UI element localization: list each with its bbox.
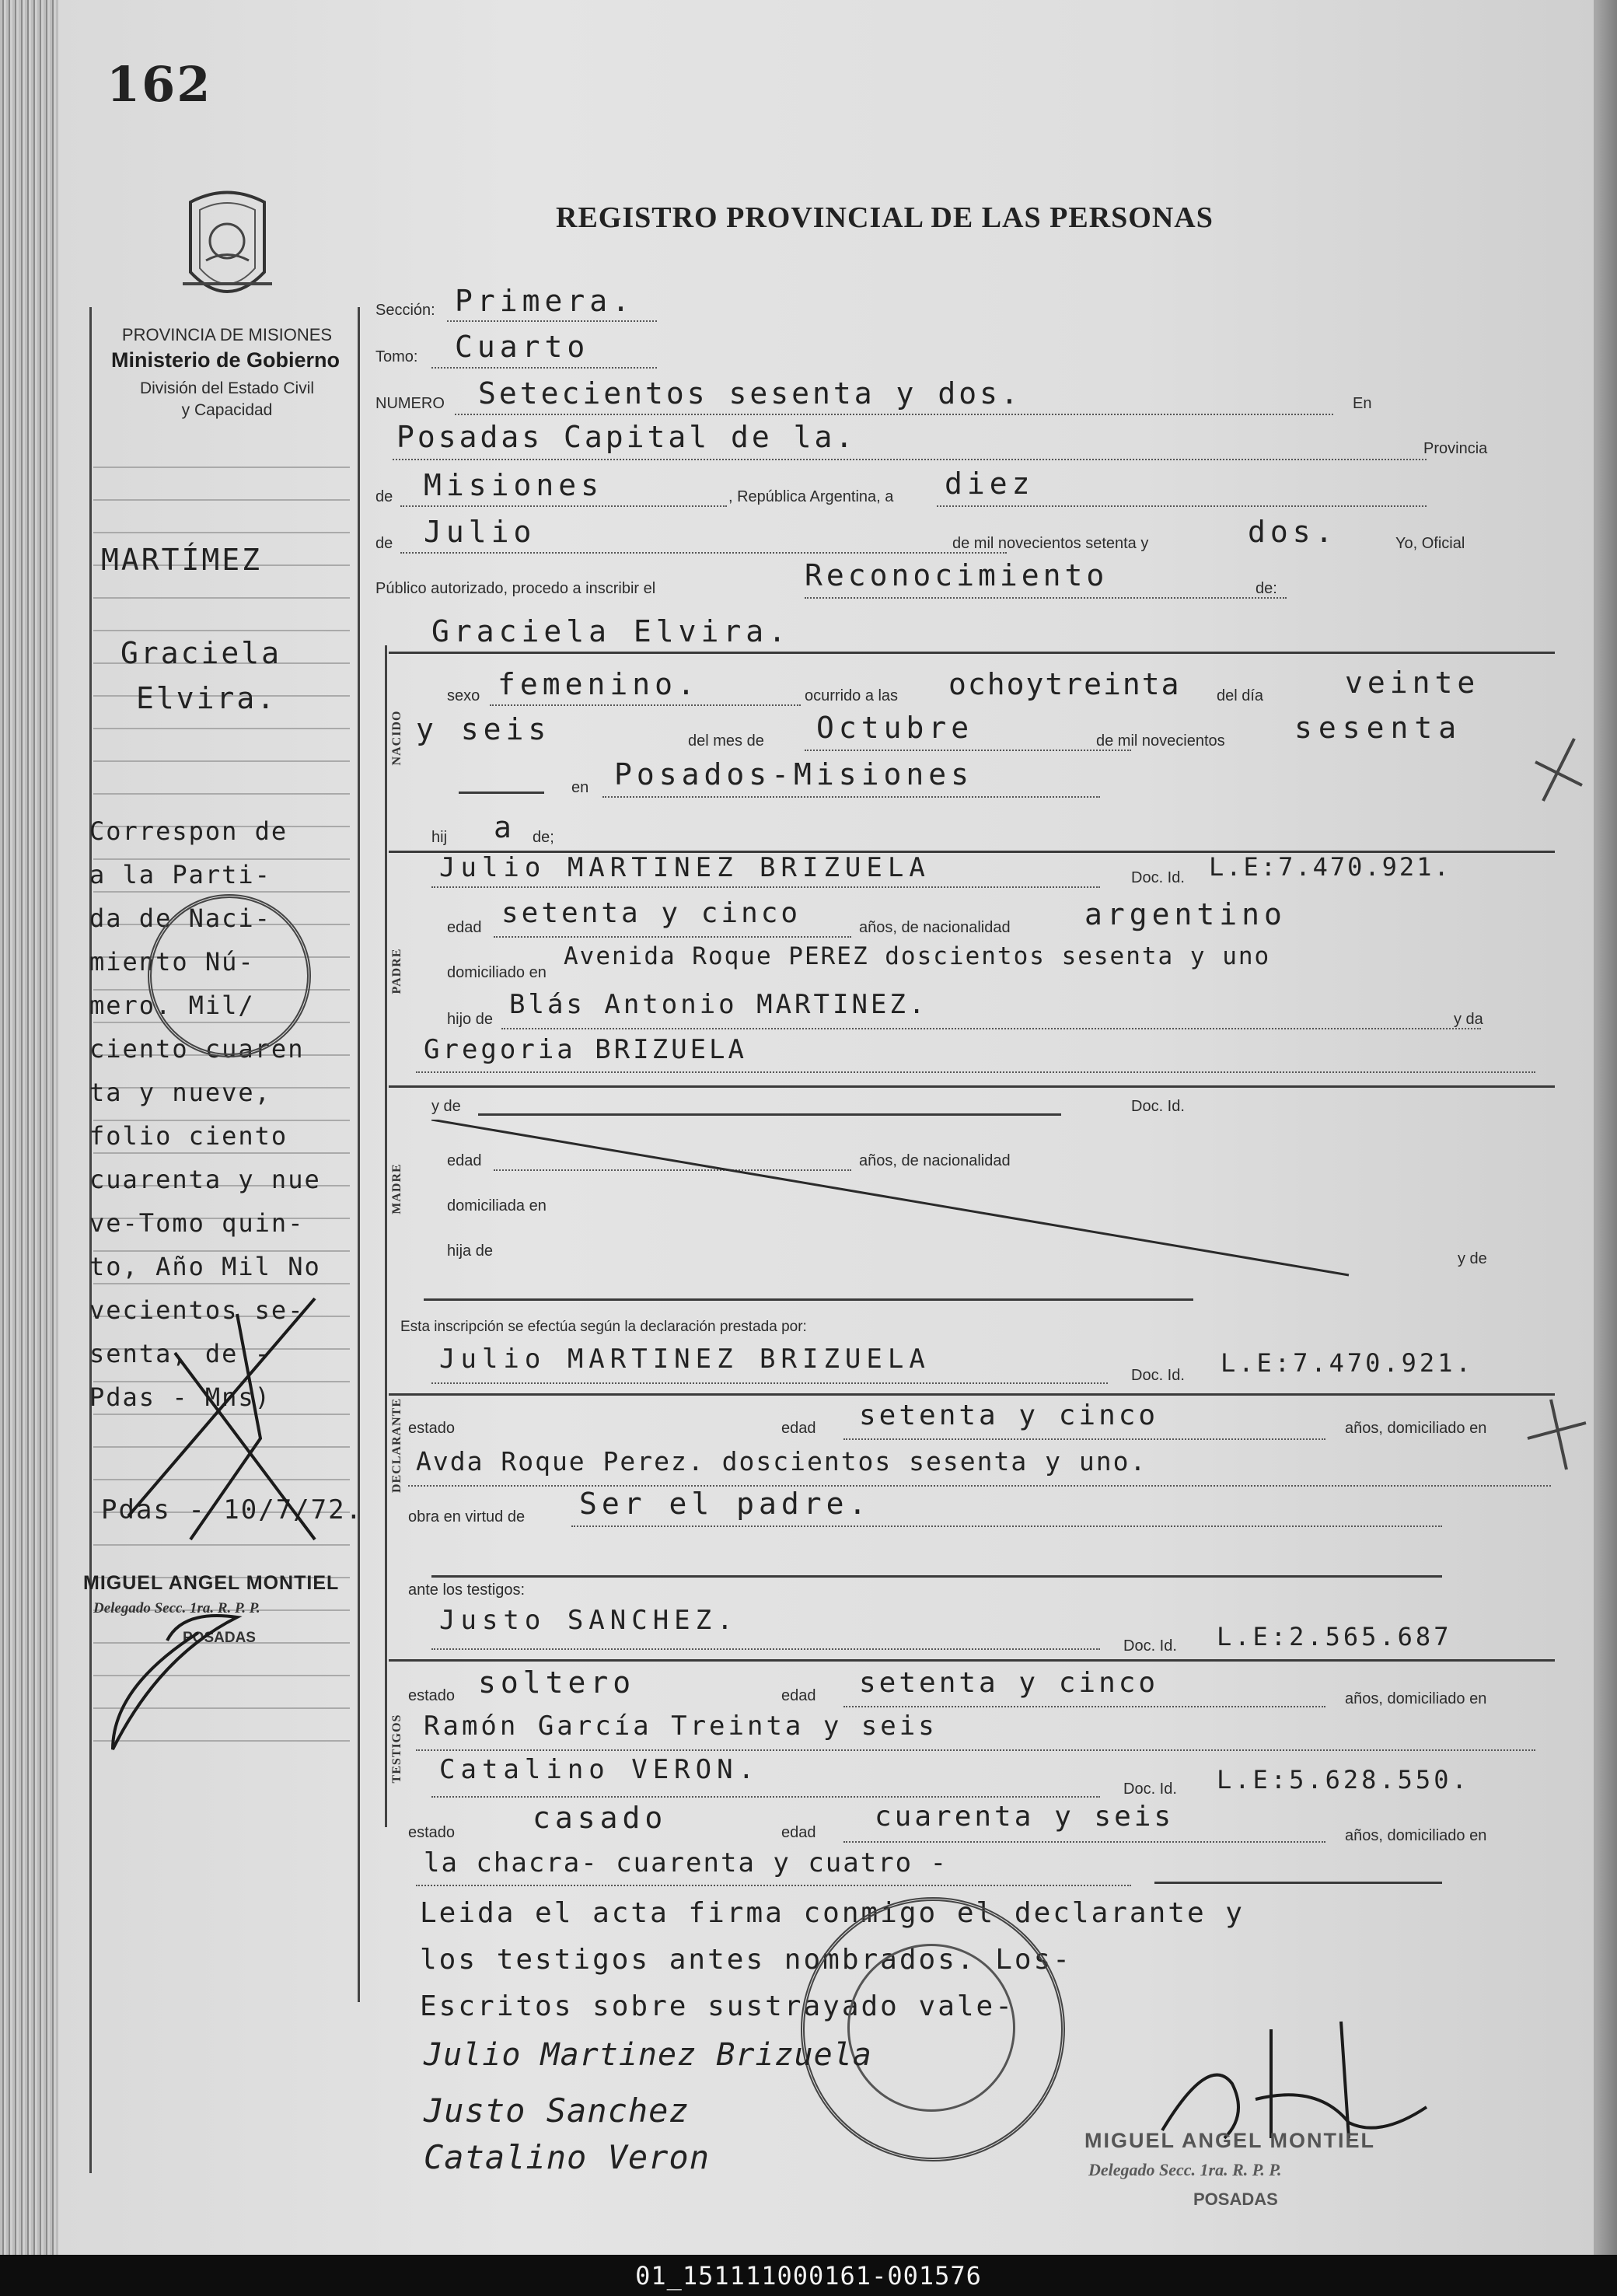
official-stamp-role: Delegado Secc. 1ra. R. P. P. bbox=[1088, 2160, 1282, 2179]
label-madre: MADRE bbox=[390, 1163, 403, 1214]
official-stamp-name: MIGUEL ANGEL MONTIEL bbox=[1084, 2129, 1376, 2152]
label-ocurrido: ocurrido a las bbox=[805, 687, 899, 704]
label-tomo: Tomo: bbox=[375, 348, 418, 365]
closing-line: Escritos sobre sustrayado vale- bbox=[420, 1990, 1015, 2022]
field-t2-dom: la chacra- cuarenta y cuatro - bbox=[424, 1847, 948, 1878]
dotted-line bbox=[494, 936, 851, 938]
label-publico: Público autorizado, procedo a inscribir el bbox=[375, 580, 656, 597]
label-anos-nac-madre: años, de nacionalidad bbox=[859, 1152, 1011, 1169]
label-edad-t2: edad bbox=[781, 1824, 816, 1841]
dotted-line bbox=[400, 552, 1007, 554]
label-obra: obra en virtud de bbox=[408, 1508, 526, 1525]
label-testigos: TESTIGOS bbox=[390, 1714, 403, 1784]
dotted-line bbox=[805, 750, 1131, 751]
field-abuela: Gregoria BRIZUELA bbox=[424, 1034, 747, 1065]
section-rule bbox=[389, 652, 1555, 654]
field-decl-motivo: Ser el padre. bbox=[579, 1487, 871, 1521]
dotted-line bbox=[447, 320, 657, 322]
field-padre-doc: L.E:7.470.921. bbox=[1209, 852, 1451, 882]
dotted-line bbox=[431, 1382, 1108, 1384]
field-dia: diez bbox=[945, 467, 1035, 501]
field-hij: a bbox=[494, 810, 516, 844]
section-rule bbox=[389, 1393, 1555, 1396]
annotation-line: vecientos se- bbox=[89, 1295, 305, 1325]
annotation-line: senta, de - bbox=[89, 1339, 271, 1368]
annotation-line: a la Parti- bbox=[89, 860, 271, 889]
label-estado-t2: estado bbox=[408, 1824, 456, 1841]
dotted-line bbox=[416, 1749, 1535, 1751]
official-stamp-city: POSADAS bbox=[1193, 2189, 1278, 2209]
field-lugar: Posadas Capital de la. bbox=[396, 420, 857, 454]
margin-stamp-name: MIGUEL ANGEL MONTIEL bbox=[83, 1572, 340, 1594]
field-sexo: femenino. bbox=[498, 667, 700, 701]
label-yo-oficial: Yo, Oficial bbox=[1395, 535, 1465, 552]
label-doc-id-padre: Doc. Id. bbox=[1131, 869, 1185, 886]
label-anos-dom-t2: años, domiciliado en bbox=[1345, 1827, 1487, 1844]
dash-line bbox=[459, 792, 544, 794]
label-doc-id-madre: Doc. Id. bbox=[1131, 1098, 1185, 1115]
label-y-de2: y de bbox=[1458, 1250, 1487, 1267]
field-hora: ochoytreinta bbox=[948, 667, 1181, 701]
annotation-line: folio ciento bbox=[89, 1121, 288, 1151]
annotation-line: ve-Tomo quin- bbox=[89, 1208, 305, 1238]
dotted-line bbox=[805, 597, 1287, 599]
dotted-line bbox=[455, 414, 1333, 415]
field-tomo: Cuarto bbox=[455, 330, 590, 364]
field-decl-nombre: Julio MARTINEZ BRIZUELA bbox=[439, 1344, 931, 1375]
book-page-edges-left bbox=[0, 0, 62, 2255]
field-nombre: Graciela Elvira. bbox=[431, 614, 791, 648]
field-dia-nac: veinte bbox=[1345, 666, 1480, 700]
label-de-mil: de mil novecientos setenta y bbox=[952, 535, 1149, 552]
margin-surname: MARTÍMEZ bbox=[101, 543, 263, 577]
section-bar bbox=[385, 645, 387, 1827]
label-de-mes: de bbox=[375, 535, 393, 552]
margin-stamp-city: POSADAS bbox=[183, 1630, 256, 1646]
label-anos-dom-t1: años, domiciliado en bbox=[1345, 1690, 1487, 1707]
label-estado-decl: estado bbox=[408, 1420, 456, 1437]
label-y-de: y de bbox=[431, 1098, 461, 1115]
label-estado-t1: estado bbox=[408, 1687, 456, 1704]
issuer-ministry: Ministerio de Gobierno bbox=[110, 348, 341, 372]
field-t2-edad: cuarenta y seis bbox=[875, 1801, 1175, 1833]
field-t1-nombre: Justo SANCHEZ. bbox=[439, 1605, 739, 1636]
dotted-line bbox=[431, 1648, 1100, 1650]
dotted-line bbox=[843, 1438, 1325, 1440]
label-de: de bbox=[375, 488, 393, 505]
field-decl-doc: L.E:7.470.921. bbox=[1221, 1348, 1474, 1378]
dotted-line bbox=[501, 1028, 1481, 1029]
label-anos-nac-padre: años, de nacionalidad bbox=[859, 919, 1011, 936]
dotted-line bbox=[431, 1796, 1100, 1798]
strike-line bbox=[478, 1113, 1061, 1116]
label-hij: hij bbox=[431, 829, 448, 846]
label-doc-id-t2: Doc. Id. bbox=[1123, 1781, 1177, 1798]
label-edad-t1: edad bbox=[781, 1687, 816, 1704]
label-numero: NUMERO bbox=[375, 395, 445, 412]
label-y-da: y da bbox=[1454, 1011, 1483, 1028]
annotation-line: ta y nueve, bbox=[89, 1078, 271, 1107]
coat-of-arms-emblem bbox=[175, 187, 280, 315]
closing-line: Leida el acta firma conmigo el declarante y bbox=[420, 1897, 1245, 1929]
issuer-division-line2: y Capacidad bbox=[181, 401, 273, 419]
dotted-line bbox=[843, 1706, 1325, 1707]
label-de-mil-nov: de mil novecientos bbox=[1096, 732, 1225, 750]
field-anio: dos. bbox=[1248, 515, 1338, 549]
margin-given-name-1: Graciela bbox=[120, 636, 282, 670]
dotted-line bbox=[937, 505, 1427, 507]
field-t1-edad: setenta y cinco bbox=[859, 1667, 1159, 1699]
signature-testigo-1: Justo Sanchez bbox=[424, 2092, 690, 2130]
label-domiciliada: domiciliada en bbox=[447, 1197, 547, 1214]
field-padre-nombre: Julio MARTINEZ BRIZUELA bbox=[439, 852, 931, 883]
dotted-line bbox=[431, 886, 1100, 888]
binding-string-marks bbox=[1520, 723, 1594, 1501]
field-t1-doc: L.E:2.565.687 bbox=[1217, 1622, 1452, 1651]
label-domiciliado-padre: domiciliado en bbox=[447, 964, 547, 981]
label-edad-padre: edad bbox=[447, 919, 482, 936]
field-t2-doc: L.E:5.628.550. bbox=[1217, 1765, 1470, 1795]
field-dia-nac-2: y seis bbox=[416, 712, 551, 746]
label-edad-decl: edad bbox=[781, 1420, 816, 1437]
annotation-line: mero. Mil/ bbox=[89, 991, 255, 1020]
issuer-province: PROVINCIA DE MISIONES bbox=[121, 325, 333, 344]
section-rule bbox=[389, 1085, 1555, 1088]
field-decl-edad: setenta y cinco bbox=[859, 1400, 1159, 1431]
signature-testigo-2: Catalino Veron bbox=[424, 2138, 711, 2176]
label-edad-madre: edad bbox=[447, 1152, 482, 1169]
label-en2: en bbox=[571, 779, 589, 796]
official-round-stamp-inner bbox=[847, 1944, 1015, 2112]
section-rule bbox=[389, 1659, 1555, 1662]
closing-line: los testigos antes nombrados. Los- bbox=[420, 1944, 1072, 1976]
cancel-diagonal-line bbox=[431, 1120, 1364, 1291]
annotation-line: to, Año Mil No bbox=[89, 1252, 321, 1281]
label-declarante: DECLARANTE bbox=[390, 1398, 403, 1494]
dotted-line bbox=[393, 459, 1427, 460]
dotted-line bbox=[416, 1071, 1535, 1073]
field-t1-estado: soltero bbox=[478, 1665, 636, 1700]
dotted-line bbox=[416, 1885, 1131, 1886]
label-ante: ante los testigos: bbox=[408, 1581, 526, 1599]
field-t2-nombre: Catalino VERON. bbox=[439, 1754, 760, 1785]
dotted-line bbox=[571, 1525, 1442, 1527]
field-t1-dom: Ramón García Treinta y seis bbox=[424, 1711, 938, 1742]
annotation-line: miento Nú- bbox=[89, 947, 255, 977]
issuer-division-line1: División del Estado Civil bbox=[139, 379, 315, 397]
registry-header: REGISTRO PROVINCIAL DE LAS PERSONAS bbox=[556, 201, 1214, 234]
margin-round-stamp bbox=[148, 894, 311, 1057]
annotation-line: Pdas - Mns) bbox=[89, 1382, 271, 1412]
label-doc-id-decl: Doc. Id. bbox=[1131, 1367, 1185, 1384]
page-number: 162 bbox=[107, 56, 212, 113]
dotted-line bbox=[490, 704, 801, 706]
signature-padre: Julio Martinez Brizuela bbox=[424, 2037, 872, 2073]
strike-line bbox=[431, 1575, 1442, 1578]
label-de2: de: bbox=[1256, 580, 1277, 597]
field-abuelo: Blás Antonio MARTINEZ. bbox=[509, 989, 928, 1020]
field-padre-nac: argentino bbox=[1084, 897, 1287, 931]
label-sexo: sexo bbox=[447, 687, 480, 704]
label-hijo-de: hijo de bbox=[447, 1011, 493, 1028]
footer-image-id: 01_151111000161-001576 bbox=[635, 2261, 982, 2291]
field-numero: Setecientos sesenta y dos. bbox=[478, 376, 1022, 411]
field-acto: Reconocimiento bbox=[805, 558, 1109, 592]
field-padre-edad: setenta y cinco bbox=[501, 897, 802, 929]
dotted-line bbox=[400, 505, 727, 507]
field-mes-nac: Octubre bbox=[816, 711, 974, 745]
field-padre-dom: Avenida Roque PEREZ doscientos sesenta y uno bbox=[564, 942, 1271, 970]
field-lugar-nac: Posados-Misiones bbox=[614, 757, 974, 792]
margin-date-note: Pdas - 10/7/72. bbox=[101, 1494, 364, 1525]
annotation-line: cuarenta y nue bbox=[89, 1165, 321, 1194]
dotted-line bbox=[602, 796, 1100, 798]
label-en: En bbox=[1353, 395, 1372, 412]
margin-given-name-2: Elvira. bbox=[136, 681, 278, 715]
label-doc-id-t1: Doc. Id. bbox=[1123, 1637, 1177, 1655]
label-republica: , República Argentina, a bbox=[728, 488, 894, 505]
label-del-dia: del día bbox=[1217, 687, 1264, 704]
field-provincia: Misiones bbox=[424, 468, 604, 502]
label-seccion: Sección: bbox=[375, 302, 435, 319]
label-nacido: NACIDO bbox=[390, 710, 403, 766]
annotation-line: da de Naci- bbox=[89, 903, 271, 933]
annotation-line: Correspon de bbox=[89, 816, 288, 846]
margin-stamp-role: Delegado Secc. 1ra. R. P. P. bbox=[93, 1600, 260, 1616]
margin-signature bbox=[82, 1283, 377, 1765]
field-anio-nac: sesenta bbox=[1294, 711, 1463, 745]
annotation-line: ciento cuaren bbox=[89, 1034, 305, 1064]
label-del-mes: del mes de bbox=[688, 732, 764, 750]
field-decl-dom: Avda Roque Perez. doscientos sesenta y uno. bbox=[416, 1446, 1147, 1476]
label-de3: de; bbox=[533, 829, 554, 846]
field-seccion: Primera. bbox=[455, 284, 635, 318]
label-esta-inscripcion: Esta inscripción se efectúa según la declaración prestada por: bbox=[400, 1319, 807, 1335]
strike-line bbox=[1154, 1882, 1442, 1884]
label-padre: PADRE bbox=[390, 948, 403, 994]
register-page bbox=[58, 0, 1594, 2255]
label-provincia: Provincia bbox=[1423, 440, 1488, 457]
field-mes: Julio bbox=[424, 515, 536, 549]
field-t2-estado: casado bbox=[533, 1801, 668, 1835]
dotted-line bbox=[843, 1841, 1325, 1843]
dotted-line bbox=[431, 367, 657, 369]
label-hija-de: hija de bbox=[447, 1242, 493, 1260]
label-anos-dom-decl: años, domiciliado en bbox=[1345, 1420, 1487, 1437]
strike-line bbox=[424, 1298, 1193, 1301]
